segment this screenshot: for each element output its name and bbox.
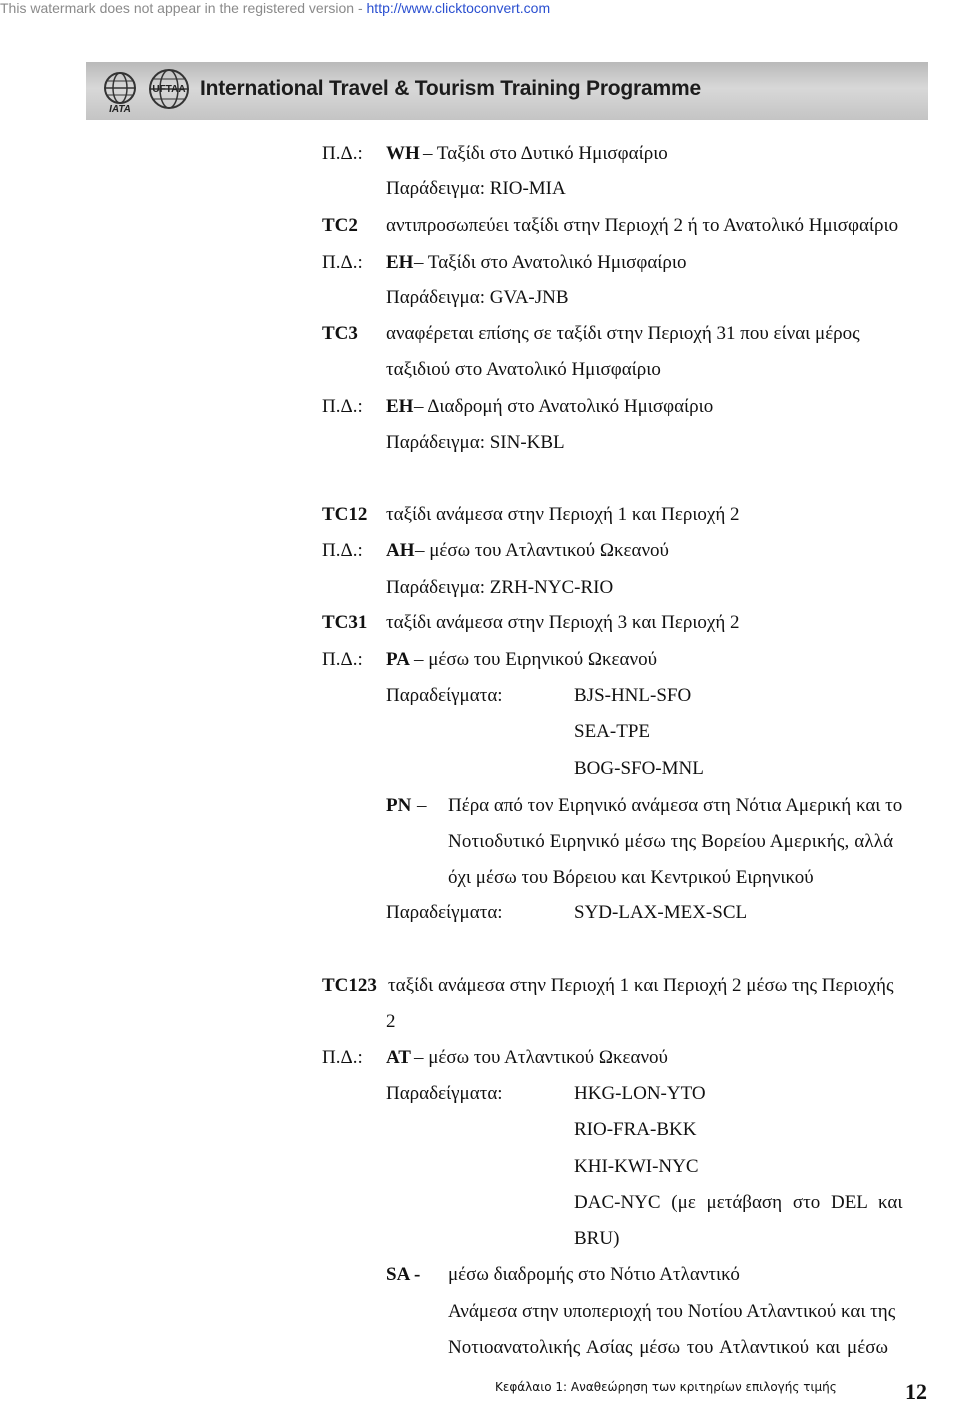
row-text: ταξίδι ανάμεσα στην Περιοχή 1 και Περιοχή 2 μέσω της Περιοχής bbox=[388, 975, 894, 996]
row-32 bbox=[448, 1336, 888, 1360]
row-code: AT bbox=[386, 1047, 411, 1068]
row-text: Πέρα από τον Ειρηνικό ανάμεσα στη Νότια Αμερική και το bbox=[448, 795, 903, 816]
row-text: – Ταξίδι στο Ανατολικό Ημισφαίριο bbox=[414, 252, 687, 273]
row-label: Π.Δ.: bbox=[322, 143, 363, 164]
watermark-text: This watermark does not appear in the registered version - bbox=[0, 0, 367, 16]
row-code: SEA-TPE bbox=[574, 721, 650, 742]
row-text: μέσω διαδρομής στο Νότιο Ατλαντικό bbox=[448, 1264, 740, 1285]
row-label: TC3 bbox=[322, 323, 358, 344]
row-text: Παραδείγματα: bbox=[386, 685, 503, 706]
row-label: Π.Δ.: bbox=[322, 649, 363, 670]
banner-title: International Travel & Tourism Training Programme bbox=[200, 77, 701, 100]
row-31 bbox=[448, 1300, 895, 1324]
row-text: ταξίδι ανάμεσα στην Περιοχή 1 και Περιοχή 2 bbox=[386, 504, 740, 525]
row-9 bbox=[386, 431, 565, 455]
row-code: KHI-KWI-NYC bbox=[574, 1156, 699, 1177]
row-text: Παράδειγμα: RIO-MIA bbox=[386, 178, 566, 199]
row-7 bbox=[386, 358, 661, 382]
row-16 bbox=[574, 720, 650, 744]
row-label: TC31 bbox=[322, 612, 368, 633]
uftaa-logo-text: UFTAA bbox=[152, 84, 186, 95]
row-text: Ανάμεσα στην υποπεριοχή του Νοτίου Ατλαντικού και της bbox=[448, 1301, 896, 1322]
row-code: EH bbox=[386, 396, 414, 417]
row-20 bbox=[448, 866, 814, 890]
footer-chapter: Κεφάλαιο 1: Αναθεώρηση των κριτηρίων επιλογής τιμής bbox=[495, 1380, 837, 1394]
row-label: TC123 bbox=[322, 975, 377, 996]
row-text: ταξιδιού στο Ανατολικό Ημισφαίριο bbox=[386, 359, 661, 380]
row-29 bbox=[574, 1227, 619, 1251]
page-number: 12 bbox=[905, 1379, 927, 1404]
row-code: AH bbox=[386, 540, 415, 561]
row-text: – μέσω του Ατλαντικού Ωκεανού bbox=[414, 1047, 668, 1068]
watermark bbox=[0, 0, 550, 18]
row-text: Νοτιοδυτικό Ειρηνικό μέσω της Βορείου Αμερικής, αλλά bbox=[448, 831, 894, 852]
row-code: PA bbox=[386, 649, 410, 670]
row-code: BJS-HNL-SFO bbox=[574, 685, 692, 706]
row-label: TC12 bbox=[322, 504, 368, 525]
row-text: – μέσω του Ατλαντικού Ωκεανού bbox=[415, 540, 669, 561]
row-code: RIO-FRA-BKK bbox=[574, 1119, 697, 1140]
row-text: Νοτιοανατολικής Ασίας μέσω του Ατλαντικού και μέσω bbox=[448, 1337, 888, 1358]
row-label: Π.Δ.: bbox=[322, 252, 363, 273]
row-code: BRU) bbox=[574, 1228, 620, 1249]
row-text: όχι μέσω του Βόρειου και Κεντρικού Ειρηνικού bbox=[448, 867, 814, 888]
row-text: – Διαδρομή στο Ανατολικό Ημισφαίριο bbox=[414, 396, 714, 417]
row-text: ταξίδι ανάμεσα στην Περιοχή 3 και Περιοχή 2 bbox=[386, 612, 740, 633]
row-text: Παραδείγματα: bbox=[386, 1083, 503, 1104]
row-dash: – bbox=[417, 795, 427, 816]
row-code: PN bbox=[386, 795, 412, 816]
row-code: SA - bbox=[386, 1264, 421, 1285]
row-text: αναφέρεται επίσης σε ταξίδι στην Περιοχή 31 που είναι μέρος bbox=[386, 323, 860, 344]
row-label: TC2 bbox=[322, 215, 358, 236]
row-code: DAC-NYC (με μετάβαση στο DEL και bbox=[574, 1192, 903, 1213]
row-5 bbox=[386, 286, 569, 310]
row-code: HKG-LON-YTO bbox=[574, 1083, 706, 1104]
row-17 bbox=[574, 757, 704, 781]
row-26 bbox=[574, 1118, 696, 1142]
row-2 bbox=[386, 177, 566, 201]
iata-globe-logo bbox=[98, 70, 142, 114]
row-27 bbox=[574, 1155, 699, 1179]
uftaa-globe-logo bbox=[144, 68, 194, 116]
header-banner bbox=[86, 62, 928, 120]
row-label: Π.Δ.: bbox=[322, 540, 363, 561]
row-19 bbox=[448, 830, 893, 854]
row-text: Παράδειγμα: SIN-KBL bbox=[386, 432, 565, 453]
row-text: αντιπροσωπεύει ταξίδι στην Περιοχή 2 ή το Ανατολικό Ημισφαίριο bbox=[386, 215, 899, 236]
row-text: Παραδείγματα: bbox=[386, 902, 503, 923]
row-text: – μέσω του Ειρηνικού Ωκεανού bbox=[414, 649, 657, 670]
row-code: WH bbox=[386, 143, 420, 164]
row-code: SYD-LAX-MEX-SCL bbox=[574, 902, 748, 923]
row-28 bbox=[574, 1191, 902, 1215]
row-label: Π.Δ.: bbox=[322, 396, 363, 417]
iata-logo-text: IATA bbox=[109, 104, 131, 114]
row-12 bbox=[386, 576, 613, 600]
row-text: – Ταξίδι στο Δυτικό Ημισφαίριο bbox=[423, 143, 668, 164]
watermark-link[interactable]: http://www.clicktoconvert.com bbox=[366, 0, 551, 16]
row-text: 2 bbox=[386, 1011, 396, 1032]
row-23 bbox=[386, 1010, 396, 1034]
row-code: BOG-SFO-MNL bbox=[574, 758, 704, 779]
row-label: Π.Δ.: bbox=[322, 1047, 363, 1068]
row-text: Παράδειγμα: GVA-JNB bbox=[386, 287, 569, 308]
row-code: EH bbox=[386, 252, 414, 273]
row-text: Παράδειγμα: ZRH-NYC-RIO bbox=[386, 577, 614, 598]
